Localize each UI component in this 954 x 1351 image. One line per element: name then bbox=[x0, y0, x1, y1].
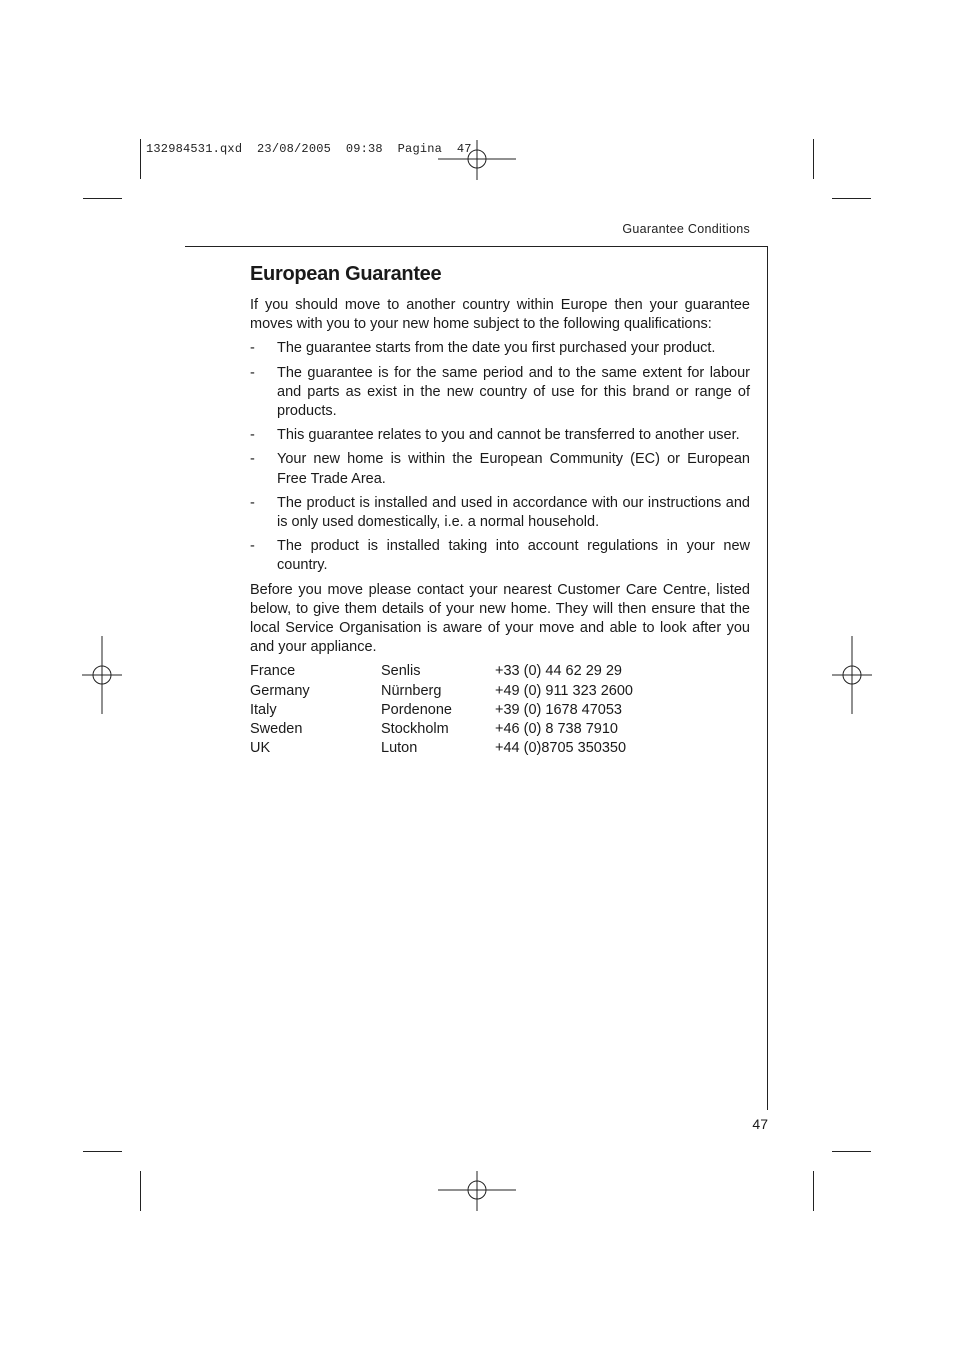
list-item bbox=[250, 537, 750, 575]
registration-mark-icon bbox=[438, 1171, 516, 1211]
list-item bbox=[250, 494, 750, 532]
list-item bbox=[250, 364, 750, 422]
list-item-text: The guarantee is for the same period and to the same extent for labour and parts as exist in the new country of use for this brand or range of products. bbox=[277, 364, 750, 420]
table-row bbox=[250, 701, 633, 720]
dash-bullet: - bbox=[250, 451, 255, 468]
crop-mark bbox=[140, 1171, 141, 1211]
page-number: 47 bbox=[752, 1116, 768, 1132]
phone-cell: +49 (0) 911 323 2600 bbox=[495, 682, 633, 699]
registration-mark-icon bbox=[82, 636, 122, 714]
country-cell: Germany bbox=[250, 682, 310, 699]
list-item bbox=[250, 450, 750, 488]
country-cell: Italy bbox=[250, 701, 277, 718]
registration-mark-icon bbox=[438, 140, 516, 180]
crop-mark bbox=[813, 139, 814, 179]
country-cell: France bbox=[250, 663, 296, 680]
country-cell: UK bbox=[250, 740, 271, 757]
phone-cell: +46 (0) 8 738 7910 bbox=[495, 721, 618, 738]
crop-mark bbox=[832, 1151, 871, 1152]
list-item-text: Your new home is within the European Community (EC) or European Free Trade Area. bbox=[277, 451, 750, 487]
crop-mark bbox=[832, 198, 871, 199]
dash-bullet: - bbox=[250, 340, 255, 357]
qualifications-list bbox=[250, 339, 750, 575]
crop-mark bbox=[140, 139, 141, 179]
closing-paragraph: Before you move please contact your nearest Customer Care Centre, listed below, to give them details of your new home. They will then ensure that the local Service Organisation is aware of your move and able to look after you and your appliance. bbox=[250, 581, 750, 656]
city-cell: Pordenone bbox=[381, 701, 452, 718]
registration-mark-icon bbox=[832, 636, 872, 714]
crop-mark bbox=[83, 1151, 122, 1152]
phone-cell: +33 (0) 44 62 29 29 bbox=[495, 663, 622, 680]
dash-bullet: - bbox=[250, 427, 255, 444]
dash-bullet: - bbox=[250, 538, 255, 555]
list-item-text: The guarantee starts from the date you first purchased your product. bbox=[277, 340, 716, 357]
list-item-text: The product is installed taking into account regulations in your new country. bbox=[277, 538, 750, 574]
table-row bbox=[250, 682, 633, 701]
city-cell: Luton bbox=[381, 740, 418, 757]
side-rule bbox=[767, 246, 768, 1110]
contact-table bbox=[250, 662, 633, 758]
table-row bbox=[250, 720, 633, 739]
dash-bullet: - bbox=[250, 494, 255, 511]
header-rule bbox=[185, 246, 768, 247]
city-cell: Nürnberg bbox=[381, 682, 442, 699]
page-title: European Guarantee bbox=[250, 263, 442, 285]
dash-bullet: - bbox=[250, 364, 255, 381]
city-cell: Stockholm bbox=[381, 721, 449, 738]
list-item-text: The product is installed and used in accordance with our instructions and is only used domestically, i.e. a normal household. bbox=[277, 494, 750, 531]
city-cell: Senlis bbox=[381, 663, 421, 680]
list-item bbox=[250, 339, 750, 358]
crop-mark bbox=[83, 198, 122, 199]
phone-cell: +44 (0)8705 350350 bbox=[495, 740, 627, 757]
running-header: Guarantee Conditions bbox=[622, 222, 750, 236]
table-row bbox=[250, 662, 633, 681]
crop-mark bbox=[813, 1171, 814, 1211]
country-cell: Sweden bbox=[250, 721, 303, 738]
list-item-text: This guarantee relates to you and cannot be transferred to another user. bbox=[277, 427, 740, 444]
phone-cell: +39 (0) 1678 47053 bbox=[495, 701, 622, 718]
intro-paragraph: If you should move to another country within Europe then your guarantee moves with you to your new home subject to the following qualifications: bbox=[250, 297, 750, 333]
print-slug: 132984531.qxd 23/08/2005 09:38 Pagina 47 bbox=[146, 142, 472, 156]
list-item bbox=[250, 426, 750, 445]
main-content bbox=[250, 262, 750, 758]
table-row bbox=[250, 739, 633, 758]
